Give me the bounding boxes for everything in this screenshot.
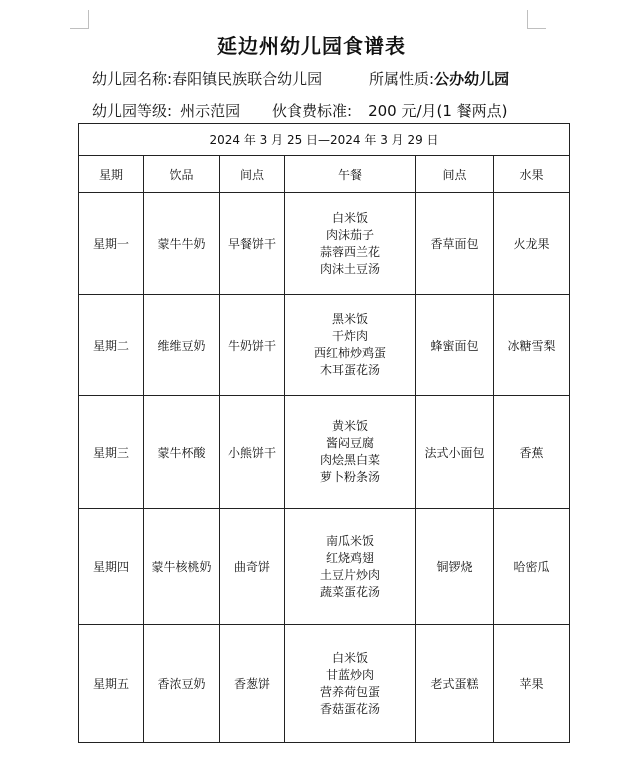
lunch-dish: 黄米饭 <box>331 419 368 433</box>
table-row <box>79 396 570 509</box>
day-cell: 星期五 <box>79 625 144 743</box>
snack-am-cell: 香葱饼 <box>220 625 285 743</box>
menu-table <box>78 123 570 743</box>
snack-am-cell: 曲奇饼 <box>220 509 285 625</box>
lunch-dish: 红烧鸡翅 <box>325 550 374 565</box>
lunch-dish: 肉沫茄子 <box>325 227 374 242</box>
page-corner-mark-right <box>527 10 546 29</box>
date-range: 2024 年 3 月 25 日—2024 年 3 月 29 日 <box>79 124 570 156</box>
table-row <box>79 625 570 743</box>
kindergarten-name <box>92 68 322 89</box>
kindergarten-nature <box>369 68 509 89</box>
day-cell: 星期二 <box>79 295 144 396</box>
kindergarten-level <box>92 100 240 121</box>
lunch-cell <box>285 396 416 509</box>
lunch-dish: 南瓜米饭 <box>325 533 374 548</box>
snack-pm-cell: 铜锣烧 <box>416 509 494 625</box>
lunch-dish: 干炸肉 <box>331 329 368 343</box>
lunch-dish: 土豆片炒肉 <box>319 567 380 582</box>
kindergarten-level-label: 幼儿园等级: <box>92 102 173 120</box>
snack-am-cell: 牛奶饼干 <box>220 295 285 396</box>
table-row <box>79 509 570 625</box>
drink-cell: 蒙牛核桃奶 <box>144 509 220 625</box>
header-snack-pm: 间点 <box>416 156 494 193</box>
drink-cell: 维维豆奶 <box>144 295 220 396</box>
lunch-dish: 肉烩黑白菜 <box>319 453 380 467</box>
kindergarten-nature-value: 公办幼儿园 <box>434 70 510 88</box>
lunch-dish: 酱闷豆腐 <box>325 436 374 450</box>
fruit-cell: 火龙果 <box>494 193 570 295</box>
kindergarten-nature-label: 所属性质: <box>369 70 435 88</box>
lunch-dish: 蔬菜蛋花汤 <box>319 584 380 599</box>
lunch-cell <box>285 295 416 396</box>
lunch-dish: 肉沫土豆汤 <box>319 261 380 276</box>
drink-cell: 蒙牛牛奶 <box>144 193 220 295</box>
day-cell: 星期四 <box>79 509 144 625</box>
snack-pm-cell: 蜂蜜面包 <box>416 295 494 396</box>
page-corner-mark-left <box>70 10 89 29</box>
meal-fee-label: 伙食费标准: <box>272 102 353 120</box>
lunch-cell <box>285 625 416 743</box>
header-lunch: 午餐 <box>285 156 416 193</box>
table-row <box>79 295 570 396</box>
kindergarten-level-value: 州示范园 <box>180 102 241 120</box>
fruit-cell: 香蕉 <box>494 396 570 509</box>
day-cell: 星期三 <box>79 396 144 509</box>
table-row <box>79 193 570 295</box>
lunch-cell <box>285 193 416 295</box>
snack-pm-cell: 老式蛋糕 <box>416 625 494 743</box>
header-day: 星期 <box>79 156 144 193</box>
drink-cell: 蒙牛杯酸 <box>144 396 220 509</box>
kindergarten-name-value: 春阳镇民族联合幼儿园 <box>172 70 323 88</box>
header-drink: 饮品 <box>144 156 220 193</box>
lunch-dish: 蒜蓉西兰花 <box>319 244 380 259</box>
lunch-dish: 白米饭 <box>331 210 368 225</box>
lunch-dish: 萝卜粉条汤 <box>319 470 380 484</box>
lunch-dish: 白米饭 <box>331 650 368 665</box>
snack-am-cell: 早餐饼干 <box>220 193 285 295</box>
lunch-dish: 西红柿炒鸡蛋 <box>313 346 386 360</box>
kindergarten-name-label: 幼儿园名称: <box>92 70 173 88</box>
document-title: 延边州幼儿园食谱表 <box>217 34 406 58</box>
day-cell: 星期一 <box>79 193 144 295</box>
lunch-dish: 甘蓝炒肉 <box>325 667 374 682</box>
header-snack-am: 间点 <box>220 156 285 193</box>
snack-am-cell: 小熊饼干 <box>220 396 285 509</box>
drink-cell: 香浓豆奶 <box>144 625 220 743</box>
lunch-dish: 香菇蛋花汤 <box>319 701 380 716</box>
header-fruit: 水果 <box>494 156 570 193</box>
lunch-cell <box>285 509 416 625</box>
lunch-dish: 木耳蛋花汤 <box>319 363 380 377</box>
lunch-dish: 黑米饭 <box>331 312 368 326</box>
snack-pm-cell: 香草面包 <box>416 193 494 295</box>
fruit-cell: 哈密瓜 <box>494 509 570 625</box>
fruit-cell: 冰糖雪梨 <box>494 295 570 396</box>
meal-fee <box>272 100 508 121</box>
meal-fee-value: 200 元/月(1 餐两点) <box>368 102 508 120</box>
fruit-cell: 苹果 <box>494 625 570 743</box>
snack-pm-cell: 法式小面包 <box>416 396 494 509</box>
lunch-dish: 营养荷包蛋 <box>319 684 380 699</box>
